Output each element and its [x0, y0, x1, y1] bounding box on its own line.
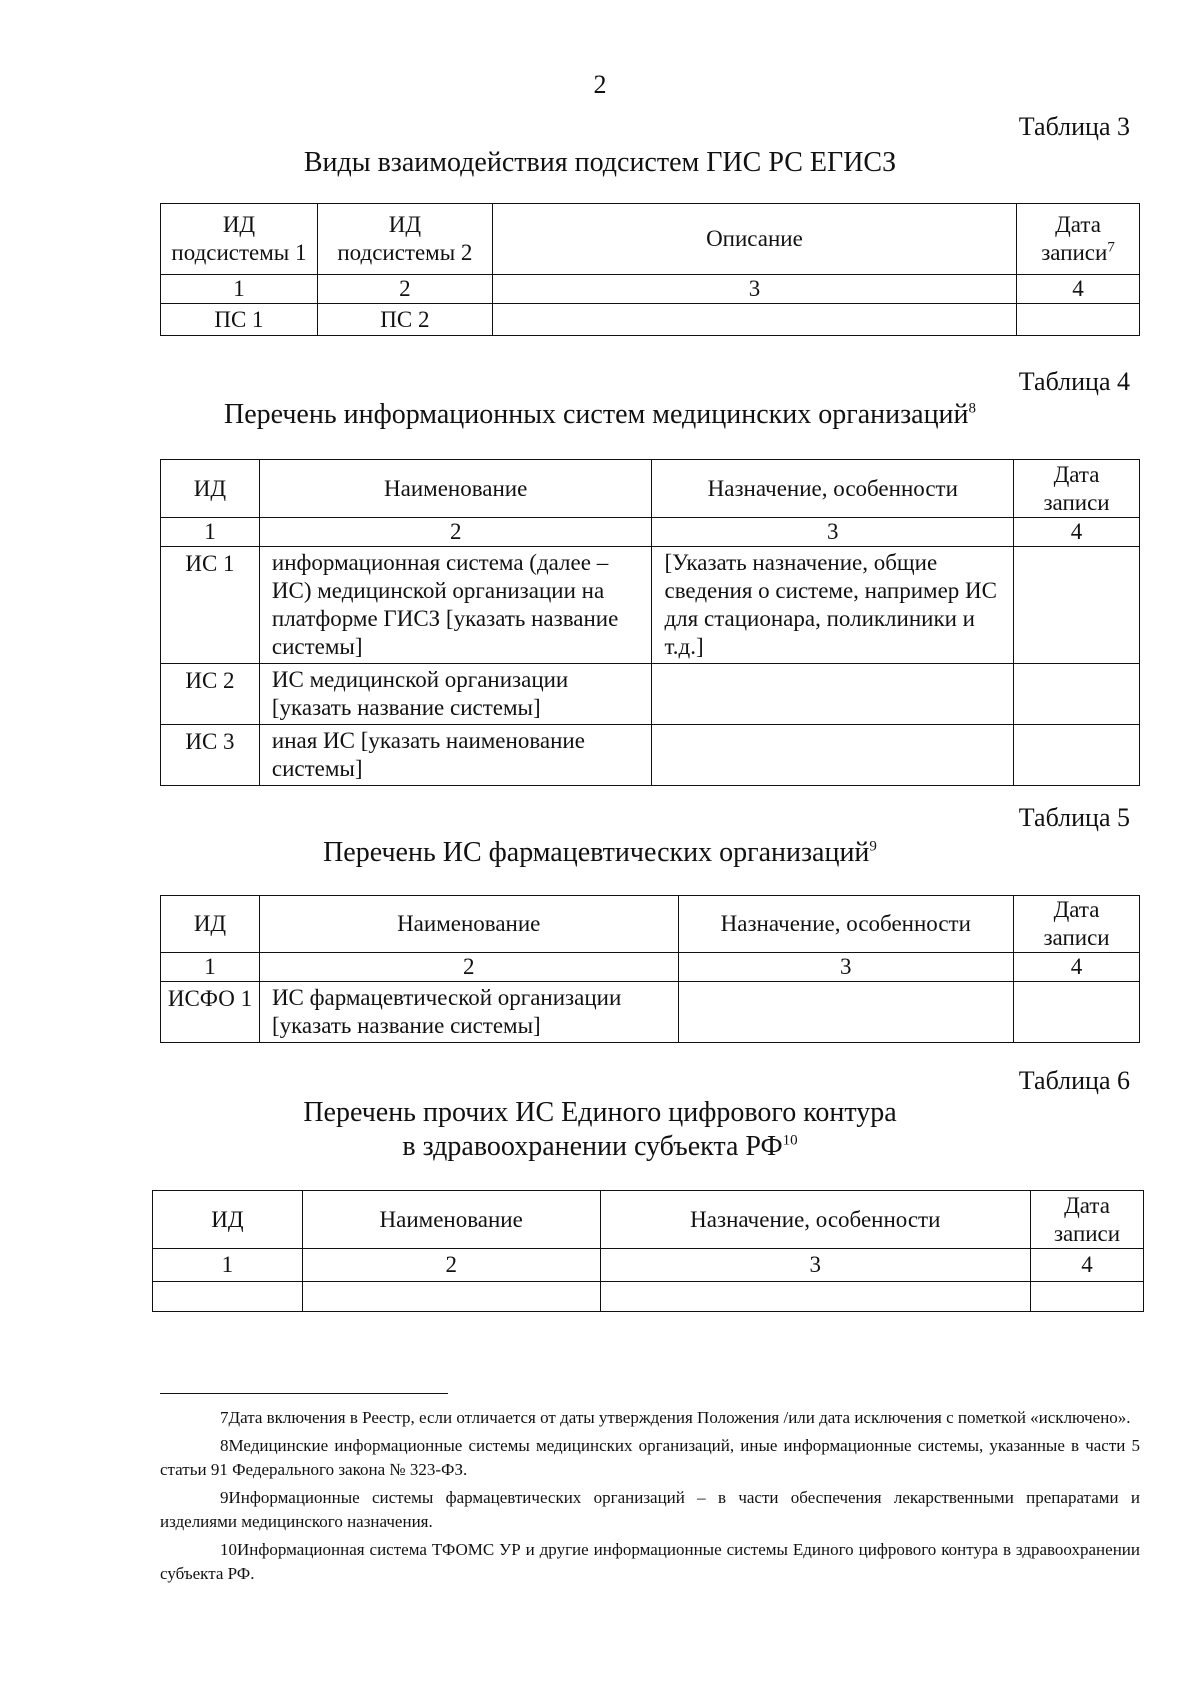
cell-id: ИС 3 — [161, 725, 260, 786]
cell-id: ИС 2 — [161, 664, 260, 725]
cell-date — [1014, 547, 1140, 664]
table3-title: Виды взаимодействия подсистем ГИС РС ЕГИСЗ — [303, 147, 897, 178]
table-row — [161, 982, 1140, 1043]
table5-title: Перечень ИС фармацевтических организаций$^9$ — [323, 837, 877, 868]
table-header-row — [161, 896, 1140, 953]
column-number-row — [161, 518, 1140, 547]
table6-label: Таблица 6 — [1018, 1066, 1130, 1095]
column-number: 1 — [161, 953, 260, 982]
footnote-separator — [160, 1393, 448, 1394]
footnote-7: 7Дата включения в Реестр, если отличается от даты утверждения Положения /или дата исключения с пометкой «исключено». — [220, 1408, 1131, 1427]
cell-purpose — [652, 725, 1014, 786]
column-number: 1 — [161, 275, 318, 304]
header-cell: Назначение, особенности — [678, 896, 1014, 953]
table3 — [160, 203, 1140, 336]
table5-label: Таблица 5 — [1018, 803, 1130, 832]
empty-cell — [153, 1282, 303, 1312]
table5 — [160, 895, 1140, 1043]
header-cell: Наименование — [259, 460, 652, 518]
column-number: 4 — [1014, 953, 1140, 982]
cell-name: иная ИС [указать наименование системы] — [259, 725, 652, 786]
cell-id-2: ПС 2 — [317, 304, 492, 336]
cell-id: ИСФО 1 — [161, 982, 260, 1043]
column-number: 2 — [302, 1249, 600, 1282]
footnotes — [160, 1406, 1140, 1590]
column-number: 3 — [600, 1249, 1030, 1282]
column-number-row — [161, 953, 1140, 982]
header-cell: ИД — [153, 1191, 303, 1249]
column-number: 3 — [678, 953, 1014, 982]
table6 — [152, 1190, 1144, 1312]
cell-name: ИС медицинской организации [указать название системы] — [259, 664, 652, 725]
column-number: 3 — [652, 518, 1014, 547]
header-cell: Описание — [492, 204, 1016, 275]
table6-title-line2: в здравоохранении субъекта РФ$^{10}$ — [402, 1131, 798, 1162]
cell-date — [1014, 664, 1140, 725]
column-number: 1 — [153, 1249, 303, 1282]
cell-date — [1014, 725, 1140, 786]
footnote-8: 8Медицинские информационные системы медицинских организаций, иные информационные системы, указанные в части 5 статьи 91 Федерального закона № 323-ФЗ. — [160, 1436, 1140, 1479]
table-row — [161, 664, 1140, 725]
header-cell: ИД — [161, 460, 260, 518]
table4-label: Таблица 4 — [1018, 367, 1130, 396]
table6-title-line1: Перечень прочих ИС Единого цифрового контура — [303, 1097, 897, 1128]
table-header-row — [161, 204, 1140, 275]
footnote-9: 9Информационные системы фармацевтических организаций – в части обеспечения лекарственными препаратами и изделиями медицинского назначения. — [160, 1488, 1140, 1531]
header-cell: Дата записи — [1014, 896, 1140, 953]
cell-description — [492, 304, 1016, 336]
footnote-10: 10Информационная система ТФОМС УР и другие информационные системы Единого цифрового контура в здравоохранении субъекта РФ. — [160, 1540, 1140, 1583]
cell-name: информационная система (далее – ИС) медицинской организации на платформе ГИСЗ [указать название системы] — [259, 547, 652, 664]
cell-purpose: [Указать назначение, общие сведения о системе, например ИС для стационара, поликлиники и т.д.] — [652, 547, 1014, 664]
table4-title: Перечень информационных систем медицинских организаций$^8$ — [223, 399, 977, 430]
column-number: 4 — [1031, 1249, 1144, 1282]
column-number: 3 — [492, 275, 1016, 304]
header-cell: Назначение, особенности — [600, 1191, 1030, 1249]
header-cell: ИД подсистемы 2 — [317, 204, 492, 275]
column-number: 4 — [1017, 275, 1140, 304]
cell-name: ИС фармацевтической организации [указать название системы] — [259, 982, 678, 1043]
header-cell: Наименование — [259, 896, 678, 953]
header-cell: Дата записи — [1031, 1191, 1144, 1249]
column-number: 2 — [259, 518, 652, 547]
page-number: 2 — [593, 70, 607, 99]
table-row — [161, 725, 1140, 786]
column-number-row — [161, 275, 1140, 304]
table-header-row — [161, 460, 1140, 518]
header-cell: Дата записи — [1014, 460, 1140, 518]
header-cell: ИД подсистемы 1 — [161, 204, 318, 275]
table3-label: Таблица 3 — [1018, 112, 1130, 141]
column-number: 1 — [161, 518, 260, 547]
cell-id: ИС 1 — [161, 547, 260, 664]
cell-id-1: ПС 1 — [161, 304, 318, 336]
table-row — [161, 304, 1140, 336]
header-cell: Назначение, особенности — [652, 460, 1014, 518]
column-number: 2 — [259, 953, 678, 982]
header-cell: Наименование — [302, 1191, 600, 1249]
cell-date — [1017, 304, 1140, 336]
cell-date — [1014, 982, 1140, 1043]
empty-cell — [1031, 1282, 1144, 1312]
column-number: 4 — [1014, 518, 1140, 547]
cell-purpose — [652, 664, 1014, 725]
table-row — [153, 1282, 1144, 1312]
table-row — [161, 547, 1140, 664]
table4 — [160, 459, 1140, 786]
cell-purpose — [678, 982, 1014, 1043]
header-cell: ИД — [161, 896, 260, 953]
empty-cell — [600, 1282, 1030, 1312]
table-header-row — [153, 1191, 1144, 1249]
column-number: 2 — [317, 275, 492, 304]
column-number-row — [153, 1249, 1144, 1282]
header-cell: Дата записи$^7$ — [1017, 204, 1140, 275]
empty-cell — [302, 1282, 600, 1312]
